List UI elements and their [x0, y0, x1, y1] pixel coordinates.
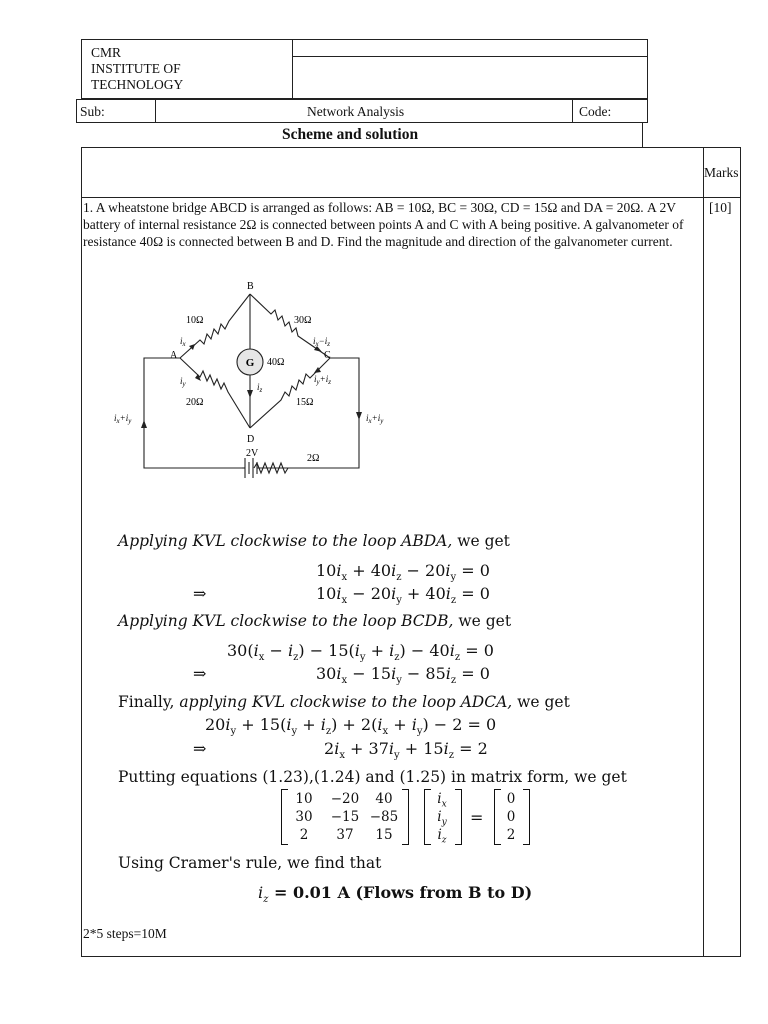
- r-bc-label: 30Ω: [294, 315, 312, 326]
- institute-line-1: CMR: [91, 45, 122, 60]
- marks-header: Marks: [704, 165, 739, 180]
- implies-2: ⇒: [193, 664, 207, 683]
- rhs-0: 0: [506, 791, 516, 807]
- page-title: Scheme and solution: [282, 126, 419, 143]
- svg-text:ix+iy: $i_x+i_y$: [114, 413, 132, 425]
- rhs-2: 2: [506, 827, 516, 843]
- svg-text:ix+iy: $i_x+i_y$: [366, 413, 384, 425]
- subject-name: Network Analysis: [307, 104, 405, 119]
- matrix-lead: Putting equations (1.23),(1.24) and (1.25) in matrix form, we get: [118, 768, 627, 786]
- eq-bcdb-2: $30i_x - 15i_y - 85i_z = 0$: [316, 664, 490, 687]
- header-row-divider: [81, 197, 741, 198]
- r-internal-label: 2Ω: [307, 453, 320, 464]
- sub-divider-2: [572, 99, 573, 123]
- header-blank-bottom: [292, 56, 648, 99]
- node-a-label: A: [170, 350, 178, 361]
- r-ad-label: 20Ω: [186, 397, 204, 408]
- galvanometer-label: G: [245, 357, 255, 369]
- solution-table: [81, 147, 741, 957]
- r-cd-label: 15Ω: [296, 397, 314, 408]
- marks-column-divider: [703, 147, 704, 957]
- node-c-label: C: [324, 350, 331, 361]
- m-2-1: 37: [336, 827, 354, 843]
- svg-text:iy: $i_y$: [180, 376, 186, 388]
- eq-adca-2: $2i_x + 37i_y + 15i_z = 2$: [324, 739, 488, 762]
- m-0-2: 40: [375, 791, 393, 807]
- title-right-rule: [642, 123, 643, 147]
- node-d-label: D: [247, 434, 255, 445]
- question-text: 1. A wheatstone bridge ABCD is arranged as follows: AB = 10Ω, BC = 30Ω, CD = 15Ω and DA = 20Ω. A 2V battery of internal resistance 2Ω is connected between points A and C with A being positive. A galvanometer of resistance 40Ω is connected between B and D. Find the magnitude and direction of the galvanometer current.: [83, 200, 684, 249]
- institute-line-2: INSTITUTE OF: [91, 61, 181, 76]
- vector-iz: $i_z$: [437, 827, 447, 846]
- svg-text:iy+iz: $i_y+i_z$: [314, 374, 331, 386]
- implies-1: ⇒: [193, 584, 207, 603]
- cramer-lead: Using Cramer's rule, we find that: [118, 854, 382, 872]
- m-0-1: −20: [330, 791, 360, 807]
- r-g-label: 40Ω: [267, 357, 285, 368]
- m-0-0: 10: [295, 791, 313, 807]
- wheatstone-bridge-diagram: [100, 278, 400, 488]
- eq-abda-1: $10i_x + 40i_z - 20i_y = 0$: [316, 561, 490, 584]
- final-result: $i_z = 0.01$ A (Flows from B to D): [258, 883, 533, 906]
- eq-bcdb-1: $30(i_x - i_z) - 15(i_y + i_z) - 40i_z = 0$: [227, 641, 494, 664]
- sub-label: Sub:: [80, 104, 105, 119]
- r-ab-label: 10Ω: [186, 315, 204, 326]
- kvl-bcdb-lead: Applying KVL clockwise to the loop BCDB, we get: [118, 612, 512, 630]
- marks-value: [10]: [709, 200, 732, 215]
- institute-line-3: TECHNOLOGY: [91, 77, 184, 92]
- kvl-abda-lead: Applying KVL clockwise to the loop ABDA, we get: [118, 532, 510, 550]
- m-1-1: −15: [330, 809, 360, 825]
- matrix-equals: =: [470, 808, 484, 827]
- vector-iy: $i_y$: [437, 809, 447, 828]
- sub-divider-1: [155, 99, 156, 123]
- node-b-label: B: [247, 281, 254, 292]
- eq-abda-2: $10i_x - 20i_y + 40i_z = 0$: [316, 584, 490, 607]
- svg-text:ix: $i_x$: [180, 336, 186, 348]
- footer-steps: 2*5 steps=10M: [83, 926, 167, 941]
- svg-text:iz: $i_z$: [257, 382, 263, 394]
- kvl-adca-lead: Finally, applying KVL clockwise to the loop ADCA, we get: [118, 693, 570, 711]
- header-blank-top: [292, 39, 648, 57]
- rhs-1: 0: [506, 809, 516, 825]
- m-2-0: 2: [299, 827, 309, 843]
- eq-adca-1: $20i_y + 15(i_y + i_z) + 2(i_x + i_y) - 2 = 0$: [205, 715, 497, 738]
- svg-text:ix−iz: $i_x-i_z$: [313, 336, 330, 348]
- m-1-0: 30: [295, 809, 313, 825]
- vector-ix: $i_x$: [437, 791, 447, 810]
- implies-3: ⇒: [193, 739, 207, 758]
- code-label: Code:: [579, 104, 612, 119]
- m-1-2: −85: [369, 809, 399, 825]
- m-2-2: 15: [375, 827, 393, 843]
- battery-label: 2V: [246, 448, 259, 459]
